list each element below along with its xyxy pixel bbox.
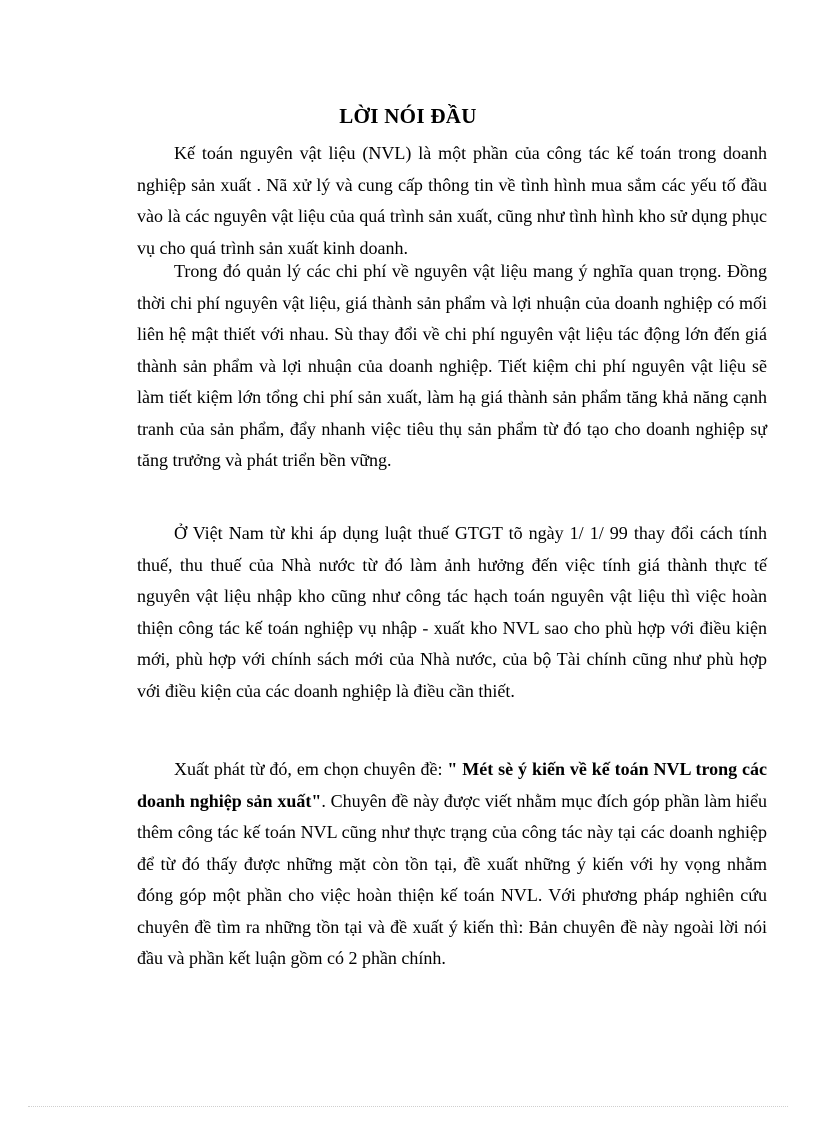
paragraph-4-rest: . Chuyên đề này được viết nhằm mục đích góp phần làm hiểu thêm công tác kế toán NVL cũng như thực trạng của công tác này tại các doanh nghiệp để từ đó thấy được những mặt còn tồn tại, đề xuất những ý kiến với hy vọng nhằm đóng góp một phần cho việc hoàn thiện kế toán NVL. Với phương pháp nghiên cứu chuyên đề tìm ra những tồn tại và đề xuất ý kiến thì: Bản chuyên đề này ngoài lời nói đầu và phần kết luận gồm có 2 phần chính. bbox=[137, 790, 767, 968]
paragraph-1: Kế toán nguyên vật liệu (NVL) là một phần của công tác kế toán trong doanh nghiệp sản xuất . Nã xử lý và cung cấp thông tin về tình hình mua sắm các yếu tố đầu vào là các nguyên vật liệu của quá trình sản xuất, cũng như tình hình kho sử dụng phục vụ cho quá trình sản xuất kinh doanh. bbox=[137, 143, 767, 258]
paragraph-4-intro: Xuất phát từ đó, em chọn chuyên đề: bbox=[174, 759, 448, 779]
paragraph-2: Trong đó quản lý các chi phí về nguyên vật liệu mang ý nghĩa quan trọng. Đồng thời chi phí nguyên vật liệu, giá thành sản phẩm và lợi nhuận của doanh nghiệp có mối liên hệ mật thiết với nhau. Sù thay đổi về chi phí nguyên vật liệu tác động lớn đến giá thành sản phẩm và lợi nhuận của doanh nghiệp. Tiết kiệm chi phí nguyên vật liệu sẽ làm tiết kiệm lớn tổng chi phí sản xuất, làm hạ giá thành sản phẩm tăng khả năng cạnh tranh của sản phẩm, đẩy nhanh việc tiêu thụ sản phẩm từ đó tạo cho doanh nghiệp sự tăng trưởng và phát triển bền vững. bbox=[137, 261, 767, 470]
topic-title: " Mét sè ý kiến về kế toán NVL trong các doanh nghiệp sản xuất" bbox=[137, 759, 768, 811]
document-title: LỜI NÓI ĐẦU bbox=[339, 104, 477, 128]
paragraph-3: Ở Việt Nam từ khi áp dụng luật thuế GTGT tõ ngày 1/ 1/ 99 thay đổi cách tính thuế, thu thuế của Nhà nước từ đó làm ảnh hưởng đến việc tính giá thành thực tế nguyên vật liệu nhập kho cũng như công tác hạch toán nguyên vật liệu thì việc hoàn thiện công tác kế toán nghiệp vụ nhập - xuất kho NVL sao cho phù hợp với điều kiện mới, phù hợp với chính sách mới của Nhà nước, của bộ Tài chính cũng như phù hợp với điều kiện của các doanh nghiệp là điều cần thiết. bbox=[137, 523, 767, 701]
page-bottom-divider bbox=[28, 1106, 788, 1107]
paragraph-4 bbox=[137, 754, 767, 975]
